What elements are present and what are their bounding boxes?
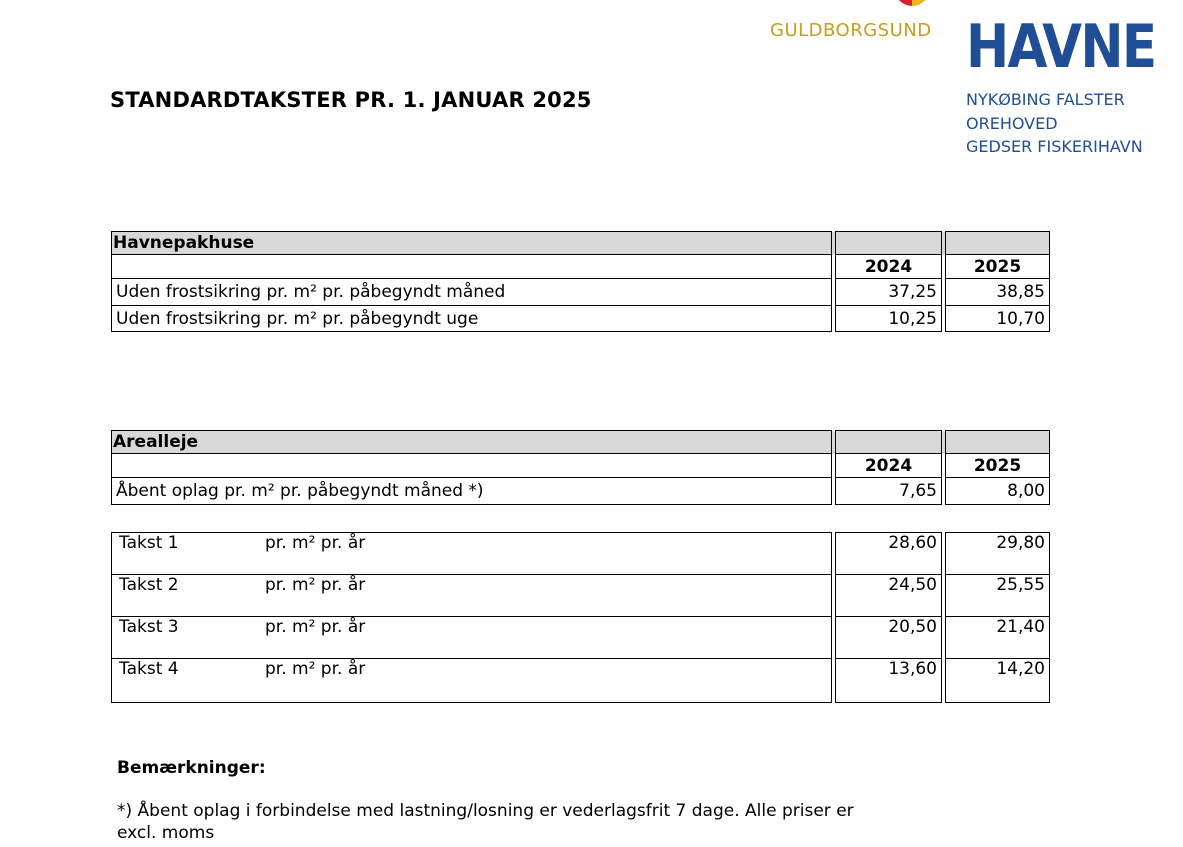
- year-2024-header: 2024: [836, 454, 942, 478]
- rate-2024: 37,25: [836, 279, 942, 306]
- rate-2025: 25,55: [946, 575, 1050, 617]
- crest-icon: [893, 0, 931, 6]
- brand-logo: HAVNE: [966, 12, 1156, 82]
- rate-2025: 14,20: [946, 659, 1050, 703]
- rate-2025: 29,80: [946, 533, 1050, 575]
- arealleje-heading: Arealleje: [112, 431, 832, 454]
- rate-2024: 13,60: [836, 659, 942, 703]
- year-row-spacer: [112, 454, 832, 478]
- year-2024-header: 2024: [836, 255, 942, 279]
- year-2025-header: 2025: [946, 454, 1050, 478]
- remarks-note-line-1: *) Åbent oplag i forbindelse med lastning/losning er vederlagsfrit 7 dage. Alle priser er: [117, 801, 854, 821]
- page-title: STANDARDTAKSTER PR. 1. JANUAR 2025: [110, 88, 592, 112]
- year-row-spacer: [112, 255, 832, 279]
- header-filler: [946, 431, 1050, 454]
- rate-2024: 7,65: [836, 478, 942, 505]
- rate-label: Uden frostsikring pr. m² pr. påbegyndt uge: [112, 306, 832, 332]
- port-name-1: NYKØBING FALSTER: [966, 90, 1125, 109]
- rate-2024: 24,50: [836, 575, 942, 617]
- takst-row-label: [112, 659, 832, 703]
- takst-unit: pr. m² pr. år: [265, 533, 366, 553]
- remarks-heading: Bemærkninger:: [117, 758, 266, 778]
- rate-2024: 20,50: [836, 617, 942, 659]
- rate-2025: 21,40: [946, 617, 1050, 659]
- takst-row-label: [112, 617, 832, 659]
- havnepakhuse-table: [111, 231, 1050, 332]
- takst-name: Takst 2: [119, 575, 179, 595]
- port-name-3: GEDSER FISKERIHAVN: [966, 137, 1143, 156]
- year-2025-header: 2025: [946, 255, 1050, 279]
- municipality-name: GULDBORGSUND: [770, 20, 932, 41]
- takst-unit: pr. m² pr. år: [265, 659, 366, 679]
- takst-row-label: [112, 533, 832, 575]
- rate-2025: 38,85: [946, 279, 1050, 306]
- takst-table: [111, 532, 1050, 703]
- havnepakhuse-heading: Havnepakhuse: [112, 232, 832, 255]
- takst-name: Takst 1: [119, 533, 179, 553]
- rate-label: Åbent oplag pr. m² pr. påbegyndt måned *): [112, 478, 832, 505]
- remarks-note: [117, 800, 937, 844]
- rate-2025: 10,70: [946, 306, 1050, 332]
- rate-2025: 8,00: [946, 478, 1050, 505]
- header-filler: [836, 232, 942, 255]
- takst-name: Takst 4: [119, 659, 179, 679]
- rate-label: Uden frostsikring pr. m² pr. påbegyndt måned: [112, 279, 832, 306]
- arealleje-table: [111, 430, 1050, 505]
- takst-unit: pr. m² pr. år: [265, 575, 366, 595]
- header-filler: [946, 232, 1050, 255]
- takst-row-label: [112, 575, 832, 617]
- takst-unit: pr. m² pr. år: [265, 617, 366, 637]
- port-name-2: OREHOVED: [966, 114, 1058, 133]
- remarks-note-line-2: excl. moms: [117, 823, 215, 843]
- rate-2024: 10,25: [836, 306, 942, 332]
- takst-name: Takst 3: [119, 617, 179, 637]
- header-filler: [836, 431, 942, 454]
- rate-2024: 28,60: [836, 533, 942, 575]
